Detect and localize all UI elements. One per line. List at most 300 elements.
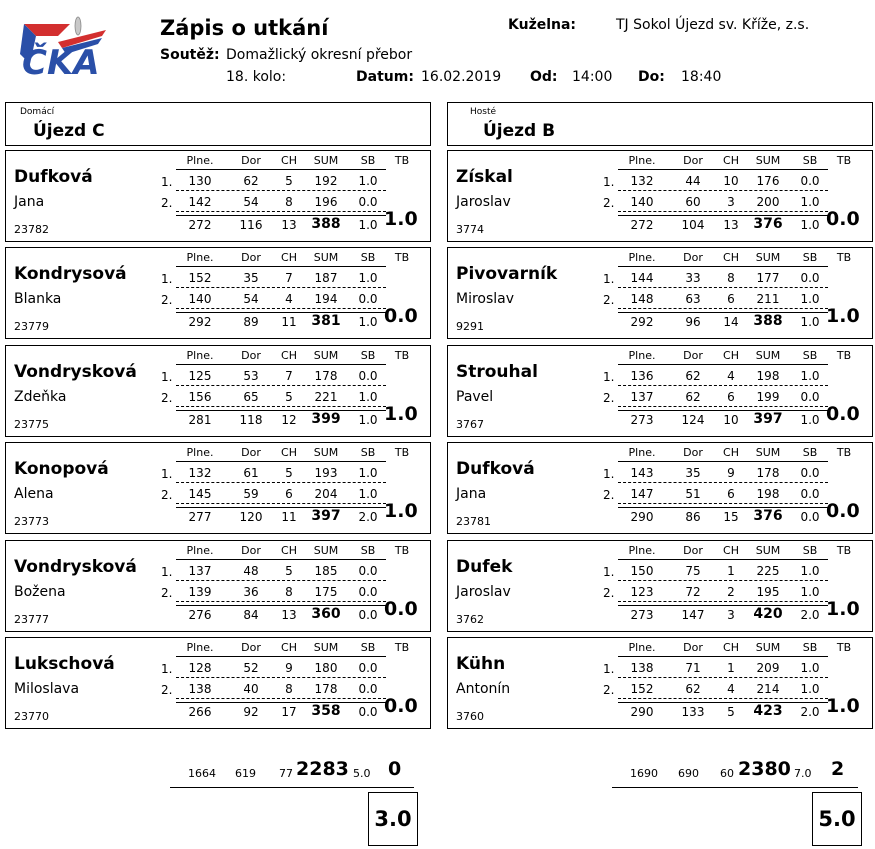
sb-value: 0.0 — [800, 487, 820, 501]
sb-value: 1.0 — [800, 682, 820, 696]
plne-value: 152 — [188, 271, 212, 285]
sum-value: 177 — [756, 271, 780, 285]
col-header-sb: SB — [360, 544, 376, 557]
player-first-name: Zdeňka — [14, 389, 67, 405]
col-header-sb: SB — [802, 446, 818, 459]
player-license: 3767 — [456, 418, 484, 431]
total-line — [176, 410, 386, 411]
col-header-dor: Dor — [683, 349, 703, 362]
cka-logo — [18, 14, 110, 78]
row-divider — [176, 406, 386, 407]
row-number: 1. — [161, 467, 173, 481]
kolo-label: 18. kolo: — [226, 69, 287, 85]
kuzelna-value: TJ Sokol Újezd sv. Kříže, z.s. — [616, 17, 810, 33]
player-license: 23777 — [14, 613, 49, 626]
header-line — [176, 364, 386, 365]
total-sb: 2.0 — [358, 510, 378, 524]
sb-value: 0.0 — [358, 661, 378, 675]
ch-value: 2 — [727, 585, 735, 599]
row-divider — [176, 580, 386, 581]
plne-value: 138 — [630, 661, 654, 675]
col-header-tb: TB — [836, 641, 852, 654]
player-surname: Konopová — [14, 459, 109, 479]
ch-value: 6 — [727, 487, 735, 501]
total-ch: 13 — [281, 218, 297, 232]
col-header-dor: Dor — [241, 446, 261, 459]
total-ch: 17 — [281, 705, 297, 719]
player-tb: 0.0 — [384, 305, 418, 327]
player-first-name: Miloslava — [14, 681, 80, 697]
home-player-card — [5, 345, 431, 437]
away-totals-line — [612, 787, 858, 788]
sum-value: 193 — [314, 466, 338, 480]
player-tb: 0.0 — [826, 500, 860, 522]
sb-value: 1.0 — [358, 174, 378, 188]
col-header-plne: Plne. — [628, 446, 656, 459]
plne-value: 132 — [630, 174, 654, 188]
ch-value: 1 — [727, 661, 735, 675]
col-header-plne: Plne. — [628, 641, 656, 654]
row-divider — [618, 482, 828, 483]
sum-value: 192 — [314, 174, 338, 188]
ch-value: 6 — [727, 390, 735, 404]
sum-value: 211 — [756, 292, 780, 306]
total-dor: 92 — [243, 705, 259, 719]
sum-value: 221 — [314, 390, 338, 404]
row-number: 1. — [161, 175, 173, 189]
row-divider — [618, 677, 828, 678]
total-line — [618, 507, 828, 508]
total-ch: 14 — [723, 315, 739, 329]
sb-value: 0.0 — [358, 585, 378, 599]
player-surname: Získal — [456, 167, 513, 187]
col-header-dor: Dor — [241, 641, 261, 654]
total-line — [618, 215, 828, 216]
away-total-tb: 2 — [831, 758, 845, 780]
total-sum: 388 — [311, 216, 341, 232]
row-number: 1. — [603, 467, 615, 481]
total-line — [618, 410, 828, 411]
total-dor: 124 — [681, 413, 705, 427]
dor-value: 62 — [685, 390, 701, 404]
ch-value: 9 — [727, 466, 735, 480]
datum-label: Datum: — [356, 69, 414, 85]
home-total-plne: 1664 — [188, 767, 216, 780]
player-first-name: Alena — [14, 486, 54, 502]
row-number: 2. — [161, 683, 173, 697]
col-header-tb: TB — [394, 641, 410, 654]
total-dor: 120 — [239, 510, 263, 524]
col-header-dor: Dor — [683, 641, 703, 654]
row-divider — [618, 287, 828, 288]
row-divider — [176, 308, 386, 309]
row-number: 2. — [603, 488, 615, 502]
player-first-name: Jaroslav — [456, 584, 511, 600]
sum-value: 195 — [756, 585, 780, 599]
col-header-sum: SUM — [313, 446, 339, 459]
total-plne: 266 — [188, 705, 212, 719]
row-number: 2. — [161, 293, 173, 307]
total-sb: 1.0 — [358, 315, 378, 329]
player-tb: 0.0 — [384, 598, 418, 620]
dor-value: 61 — [243, 466, 259, 480]
col-header-plne: Plne. — [186, 154, 214, 167]
plne-value: 137 — [188, 564, 212, 578]
header-line — [618, 559, 828, 560]
total-ch: 13 — [723, 218, 739, 232]
player-first-name: Jana — [14, 194, 45, 210]
ch-value: 7 — [285, 271, 293, 285]
sum-value: 209 — [756, 661, 780, 675]
dor-value: 62 — [685, 682, 701, 696]
sb-value: 1.0 — [800, 292, 820, 306]
plne-value: 123 — [630, 585, 654, 599]
plne-value: 147 — [630, 487, 654, 501]
col-header-sum: SUM — [313, 251, 339, 264]
sum-value: 180 — [314, 661, 338, 675]
total-ch: 5 — [727, 705, 735, 719]
player-surname: Kühn — [456, 654, 506, 674]
total-line — [176, 215, 386, 216]
col-header-plne: Plne. — [628, 349, 656, 362]
row-divider — [176, 190, 386, 191]
player-tb: 1.0 — [384, 403, 418, 425]
col-header-sum: SUM — [755, 154, 781, 167]
row-divider — [618, 211, 828, 212]
col-header-sb: SB — [360, 641, 376, 654]
dor-value: 75 — [685, 564, 701, 578]
row-number: 2. — [603, 196, 615, 210]
away-team-name: Újezd B — [483, 121, 556, 141]
player-surname: Strouhal — [456, 362, 538, 382]
row-divider — [618, 601, 828, 602]
ch-value: 8 — [727, 271, 735, 285]
total-plne: 292 — [630, 315, 654, 329]
total-sb: 1.0 — [800, 413, 820, 427]
player-tb: 1.0 — [384, 500, 418, 522]
header-line — [618, 266, 828, 267]
home-result: 3.0 — [368, 792, 418, 846]
col-header-ch: CH — [723, 251, 739, 264]
player-tb: 0.0 — [826, 208, 860, 230]
sum-value: 196 — [314, 195, 338, 209]
col-header-ch: CH — [723, 349, 739, 362]
ch-value: 4 — [285, 292, 293, 306]
col-header-tb: TB — [394, 349, 410, 362]
home-player-card — [5, 150, 431, 242]
sum-value: 178 — [314, 682, 338, 696]
total-plne: 292 — [188, 315, 212, 329]
col-header-ch: CH — [723, 446, 739, 459]
sb-value: 1.0 — [800, 564, 820, 578]
row-number: 1. — [603, 565, 615, 579]
plne-value: 145 — [188, 487, 212, 501]
home-totals-line — [170, 787, 414, 788]
total-sb: 2.0 — [800, 608, 820, 622]
col-header-dor: Dor — [241, 251, 261, 264]
player-tb: 1.0 — [826, 305, 860, 327]
total-sum: 358 — [311, 703, 341, 719]
away-total-sb: 7.0 — [794, 767, 812, 780]
row-number: 1. — [161, 272, 173, 286]
header-line — [618, 461, 828, 462]
away-total-ch: 60 — [720, 767, 734, 780]
dor-value: 48 — [243, 564, 259, 578]
col-header-sum: SUM — [755, 544, 781, 557]
ch-value: 5 — [285, 174, 293, 188]
plne-value: 137 — [630, 390, 654, 404]
col-header-tb: TB — [394, 251, 410, 264]
sb-value: 1.0 — [358, 466, 378, 480]
ch-value: 3 — [727, 195, 735, 209]
row-number: 1. — [161, 565, 173, 579]
plne-value: 142 — [188, 195, 212, 209]
plne-value: 140 — [188, 292, 212, 306]
svg-text:ČKA: ČKA — [22, 43, 100, 78]
total-line — [176, 605, 386, 606]
col-header-ch: CH — [281, 251, 297, 264]
col-header-tb: TB — [836, 251, 852, 264]
total-plne: 290 — [630, 705, 654, 719]
row-number: 1. — [603, 370, 615, 384]
sb-value: 0.0 — [358, 292, 378, 306]
home-total-sb: 5.0 — [353, 767, 371, 780]
home-total-tb: 0 — [388, 758, 402, 780]
total-sb: 2.0 — [800, 705, 820, 719]
ch-value: 4 — [727, 682, 735, 696]
total-sb: 0.0 — [358, 608, 378, 622]
dor-value: 63 — [685, 292, 701, 306]
col-header-tb: TB — [836, 446, 852, 459]
total-ch: 13 — [281, 608, 297, 622]
header-line — [176, 656, 386, 657]
col-header-plne: Plne. — [186, 349, 214, 362]
ch-value: 6 — [285, 487, 293, 501]
col-header-plne: Plne. — [628, 154, 656, 167]
away-player-card — [447, 150, 873, 242]
sb-value: 0.0 — [800, 174, 820, 188]
dor-value: 35 — [685, 466, 701, 480]
total-sum: 397 — [753, 411, 783, 427]
row-divider — [618, 406, 828, 407]
away-player-card — [447, 442, 873, 534]
sum-value: 198 — [756, 487, 780, 501]
away-result: 5.0 — [812, 792, 862, 846]
col-header-sum: SUM — [755, 251, 781, 264]
dor-value: 54 — [243, 292, 259, 306]
total-sum: 423 — [753, 703, 783, 719]
away-total-dor: 690 — [678, 767, 699, 780]
ch-value: 9 — [285, 661, 293, 675]
total-dor: 104 — [681, 218, 705, 232]
row-divider — [618, 190, 828, 191]
col-header-sb: SB — [360, 446, 376, 459]
row-number: 2. — [603, 293, 615, 307]
dor-value: 53 — [243, 369, 259, 383]
col-header-dor: Dor — [683, 544, 703, 557]
row-number: 1. — [603, 175, 615, 189]
sb-value: 0.0 — [800, 271, 820, 285]
col-header-plne: Plne. — [628, 544, 656, 557]
total-ch: 15 — [723, 510, 739, 524]
away-team-box — [447, 102, 873, 146]
row-number: 2. — [161, 196, 173, 210]
plne-value: 128 — [188, 661, 212, 675]
total-sum: 376 — [753, 508, 783, 524]
home-player-card — [5, 540, 431, 632]
row-number: 1. — [161, 370, 173, 384]
sb-value: 0.0 — [800, 390, 820, 404]
sb-value: 0.0 — [358, 369, 378, 383]
col-header-ch: CH — [281, 446, 297, 459]
player-tb: 1.0 — [826, 695, 860, 717]
row-divider — [176, 601, 386, 602]
dor-value: 59 — [243, 487, 259, 501]
home-total-sum: 2283 — [296, 758, 349, 780]
soutez-value: Domažlický okresní přebor — [226, 47, 413, 63]
away-total-sum: 2380 — [738, 758, 791, 780]
total-sb: 0.0 — [800, 510, 820, 524]
col-header-sum: SUM — [755, 641, 781, 654]
row-number: 2. — [603, 683, 615, 697]
col-header-ch: CH — [281, 349, 297, 362]
sum-value: 200 — [756, 195, 780, 209]
sb-value: 0.0 — [358, 564, 378, 578]
total-sum: 360 — [311, 606, 341, 622]
total-sum: 376 — [753, 216, 783, 232]
plne-value: 148 — [630, 292, 654, 306]
home-player-card — [5, 247, 431, 339]
row-number: 2. — [161, 488, 173, 502]
plne-value: 140 — [630, 195, 654, 209]
total-sb: 1.0 — [800, 218, 820, 232]
total-plne: 272 — [630, 218, 654, 232]
row-number: 1. — [603, 272, 615, 286]
row-divider — [618, 503, 828, 504]
player-first-name: Antonín — [456, 681, 511, 697]
plne-value: 132 — [188, 466, 212, 480]
dor-value: 71 — [685, 661, 701, 675]
col-header-tb: TB — [836, 154, 852, 167]
player-first-name: Jaroslav — [456, 194, 511, 210]
total-line — [618, 702, 828, 703]
header-line — [618, 656, 828, 657]
home-player-card — [5, 637, 431, 729]
col-header-ch: CH — [281, 641, 297, 654]
sum-value: 199 — [756, 390, 780, 404]
sum-value: 194 — [314, 292, 338, 306]
header-line — [176, 266, 386, 267]
col-header-plne: Plne. — [186, 251, 214, 264]
player-license: 23775 — [14, 418, 49, 431]
row-divider — [618, 308, 828, 309]
dor-value: 62 — [243, 174, 259, 188]
player-tb: 1.0 — [826, 598, 860, 620]
player-license: 3762 — [456, 613, 484, 626]
dor-value: 65 — [243, 390, 259, 404]
total-plne: 272 — [188, 218, 212, 232]
dor-value: 33 — [685, 271, 701, 285]
col-header-sb: SB — [802, 251, 818, 264]
col-header-sum: SUM — [313, 349, 339, 362]
player-license: 23782 — [14, 223, 49, 236]
row-divider — [176, 698, 386, 699]
total-dor: 86 — [685, 510, 701, 524]
player-surname: Dufková — [456, 459, 535, 479]
row-divider — [176, 385, 386, 386]
ch-value: 4 — [727, 369, 735, 383]
player-surname: Dufková — [14, 167, 93, 187]
total-line — [176, 507, 386, 508]
player-surname: Dufek — [456, 557, 513, 577]
player-license: 23770 — [14, 710, 49, 723]
col-header-tb: TB — [394, 154, 410, 167]
total-sum: 388 — [753, 313, 783, 329]
dor-value: 40 — [243, 682, 259, 696]
ch-value: 6 — [727, 292, 735, 306]
player-surname: Lukschová — [14, 654, 115, 674]
dor-value: 51 — [685, 487, 701, 501]
total-dor: 84 — [243, 608, 259, 622]
col-header-tb: TB — [394, 446, 410, 459]
total-plne: 276 — [188, 608, 212, 622]
player-license: 23773 — [14, 515, 49, 528]
row-number: 1. — [161, 662, 173, 676]
sum-value: 185 — [314, 564, 338, 578]
ch-value: 8 — [285, 585, 293, 599]
home-player-card — [5, 442, 431, 534]
player-first-name: Blanka — [14, 291, 62, 307]
od-value: 14:00 — [572, 69, 613, 85]
col-header-sum: SUM — [313, 154, 339, 167]
total-sum: 397 — [311, 508, 341, 524]
col-header-ch: CH — [723, 544, 739, 557]
ch-value: 8 — [285, 195, 293, 209]
row-divider — [618, 385, 828, 386]
plne-value: 136 — [630, 369, 654, 383]
col-header-tb: TB — [836, 544, 852, 557]
col-header-sb: SB — [360, 349, 376, 362]
total-dor: 118 — [239, 413, 263, 427]
sum-value: 175 — [314, 585, 338, 599]
player-surname: Vondrysková — [14, 362, 137, 382]
header-line — [618, 364, 828, 365]
dor-value: 54 — [243, 195, 259, 209]
sum-value: 176 — [756, 174, 780, 188]
total-sum: 381 — [311, 313, 341, 329]
total-plne: 290 — [630, 510, 654, 524]
plne-value: 152 — [630, 682, 654, 696]
total-plne: 273 — [630, 413, 654, 427]
col-header-dor: Dor — [683, 251, 703, 264]
total-line — [618, 605, 828, 606]
col-header-dor: Dor — [241, 154, 261, 167]
col-header-sb: SB — [802, 154, 818, 167]
col-header-tb: TB — [394, 544, 410, 557]
dor-value: 62 — [685, 369, 701, 383]
sb-value: 1.0 — [800, 661, 820, 675]
sb-value: 1.0 — [358, 390, 378, 404]
player-first-name: Miroslav — [456, 291, 515, 307]
total-dor: 89 — [243, 315, 259, 329]
away-player-card — [447, 637, 873, 729]
sb-value: 1.0 — [358, 487, 378, 501]
sum-value: 198 — [756, 369, 780, 383]
col-header-dor: Dor — [683, 446, 703, 459]
od-label: Od: — [530, 69, 558, 85]
row-number: 2. — [161, 586, 173, 600]
ch-value: 5 — [285, 564, 293, 578]
